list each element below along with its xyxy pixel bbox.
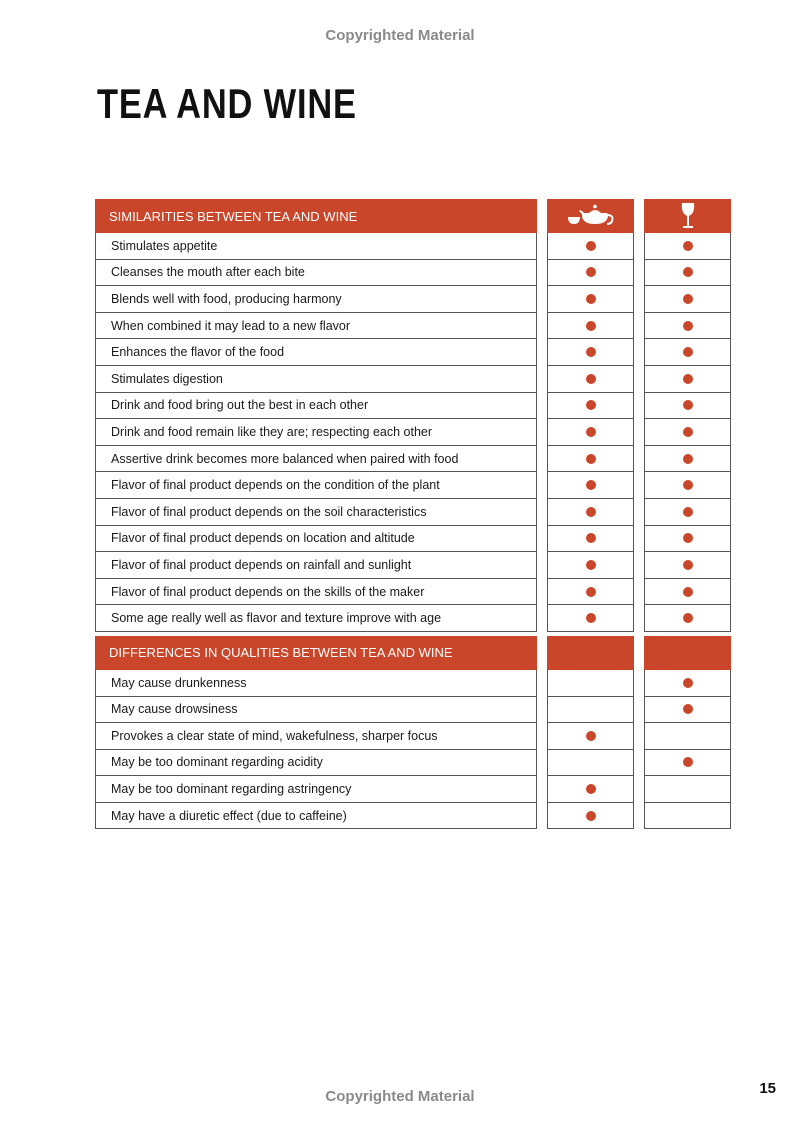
row-label: May cause drowsiness (111, 702, 238, 717)
tea-cell (547, 670, 634, 697)
row-label: Some age really well as flavor and texture improve with age (111, 611, 442, 626)
similarities-wine-marks (644, 233, 731, 632)
tea-check-dot (586, 454, 596, 464)
tea-check-dot (586, 347, 596, 357)
wine-check-dot (683, 587, 693, 597)
tea-check-dot (586, 811, 596, 821)
wine-check-dot (683, 613, 693, 623)
table-row (95, 670, 537, 697)
tea-check-dot (586, 294, 596, 304)
table-row (95, 697, 537, 724)
tea-check-dot (586, 374, 596, 384)
wine-check-dot (683, 267, 693, 277)
table-row (95, 393, 537, 420)
differences-wine-marks (644, 670, 731, 830)
row-label: May cause drunkenness (111, 675, 247, 690)
row-label: Provokes a clear state of mind, wakefulness, sharper focus (111, 728, 438, 743)
row-label: Blends well with food, producing harmony (111, 291, 342, 306)
differences-tea-header (547, 636, 634, 670)
wine-check-dot (683, 507, 693, 517)
table-row (95, 339, 537, 366)
table-row (95, 526, 537, 553)
label-column (95, 199, 537, 829)
tea-cell (547, 552, 634, 579)
tea-check-dot (586, 613, 596, 623)
wine-cell (644, 723, 731, 750)
table-row (95, 313, 537, 340)
tea-check-dot (586, 321, 596, 331)
teapot-and-cup-icon (566, 203, 616, 229)
wine-check-dot (683, 400, 693, 410)
page-title: TEA AND WINE (97, 80, 357, 127)
tea-column (547, 199, 634, 829)
row-label: Cleanses the mouth after each bite (111, 265, 305, 280)
differences-header (95, 636, 537, 670)
row-label: Flavor of final product depends on location and altitude (111, 531, 415, 546)
tea-check-dot (586, 267, 596, 277)
wine-cell (644, 552, 731, 579)
tea-check-dot (586, 533, 596, 543)
wine-column-header (644, 199, 731, 233)
wine-check-dot (683, 241, 693, 251)
wine-cell (644, 339, 731, 366)
tea-cell (547, 393, 634, 420)
wine-cell (644, 803, 731, 830)
wine-check-dot (683, 533, 693, 543)
wine-check-dot (683, 374, 693, 384)
tea-cell (547, 803, 634, 830)
wine-check-dot (683, 321, 693, 331)
wine-cell (644, 260, 731, 287)
wine-cell (644, 313, 731, 340)
row-label: Flavor of final product depends on the condition of the plant (111, 478, 440, 493)
wine-cell (644, 233, 731, 260)
table-row (95, 233, 537, 260)
wine-check-dot (683, 294, 693, 304)
wine-cell (644, 446, 731, 473)
row-label: Enhances the flavor of the food (111, 345, 285, 360)
tea-check-dot (586, 400, 596, 410)
tea-check-dot (586, 241, 596, 251)
wine-cell (644, 366, 731, 393)
table-row (95, 552, 537, 579)
wine-cell (644, 697, 731, 724)
row-label: May have a diuretic effect (due to caffeine) (111, 808, 347, 823)
tea-cell (547, 776, 634, 803)
wine-check-dot (683, 560, 693, 570)
tea-cell (547, 233, 634, 260)
tea-check-dot (586, 480, 596, 490)
table-row (95, 419, 537, 446)
watermark-bottom: Copyrighted Material (325, 1088, 475, 1105)
differences-wine-header (644, 636, 731, 670)
tea-cell (547, 750, 634, 777)
tea-cell (547, 723, 634, 750)
similarities-label-list (95, 233, 537, 632)
wine-cell (644, 472, 731, 499)
differences-label-list (95, 670, 537, 830)
table-row (95, 605, 537, 632)
similarities-tea-marks (547, 233, 634, 632)
tea-check-dot (586, 731, 596, 741)
row-label: Flavor of final product depends on the skills of the maker (111, 584, 425, 599)
table-row (95, 499, 537, 526)
table-row (95, 803, 537, 830)
row-label: Stimulates appetite (111, 238, 218, 253)
tea-check-dot (586, 784, 596, 794)
similarities-header-text: SIMILARITIES BETWEEN TEA AND WINE (109, 208, 358, 224)
table-row (95, 579, 537, 606)
similarities-header (95, 199, 537, 233)
tea-cell (547, 499, 634, 526)
differences-tea-marks (547, 670, 634, 830)
wine-check-dot (683, 480, 693, 490)
table-row (95, 366, 537, 393)
tea-cell (547, 472, 634, 499)
table-row (95, 286, 537, 313)
row-label: Drink and food bring out the best in each other (111, 398, 369, 413)
tea-check-dot (586, 560, 596, 570)
wine-cell (644, 393, 731, 420)
wine-cell (644, 419, 731, 446)
wine-cell (644, 605, 731, 632)
tea-check-dot (586, 427, 596, 437)
wine-check-dot (683, 678, 693, 688)
wine-glass-icon (679, 201, 697, 231)
watermark-top: Copyrighted Material (325, 27, 475, 44)
wine-cell (644, 526, 731, 553)
tea-cell (547, 286, 634, 313)
row-label: May be too dominant regarding astringency (111, 782, 352, 797)
wine-cell (644, 750, 731, 777)
row-label: Flavor of final product depends on rainfall and sunlight (111, 557, 412, 572)
page-number: 15 (759, 1080, 776, 1097)
row-label: May be too dominant regarding acidity (111, 755, 323, 770)
tea-check-dot (586, 507, 596, 517)
table-row (95, 446, 537, 473)
tea-cell (547, 313, 634, 340)
table-row (95, 750, 537, 777)
table-row (95, 260, 537, 287)
tea-cell (547, 697, 634, 724)
wine-check-dot (683, 704, 693, 714)
wine-check-dot (683, 347, 693, 357)
row-label: Drink and food remain like they are; respecting each other (111, 424, 433, 439)
tea-cell (547, 526, 634, 553)
wine-check-dot (683, 757, 693, 767)
differences-header-text: DIFFERENCES IN QUALITIES BETWEEN TEA AND WINE (109, 645, 453, 661)
table-row (95, 723, 537, 750)
row-label: When combined it may lead to a new flavor (111, 318, 351, 333)
tea-cell (547, 260, 634, 287)
wine-column (644, 199, 731, 829)
tea-cell (547, 419, 634, 446)
tea-column-header (547, 199, 634, 233)
wine-cell (644, 776, 731, 803)
row-label: Stimulates digestion (111, 371, 223, 386)
wine-cell (644, 499, 731, 526)
tea-cell (547, 339, 634, 366)
row-label: Assertive drink becomes more balanced when paired with food (111, 451, 459, 466)
tea-cell (547, 605, 634, 632)
tea-cell (547, 366, 634, 393)
table-row (95, 776, 537, 803)
row-label: Flavor of final product depends on the soil characteristics (111, 504, 427, 519)
wine-cell (644, 670, 731, 697)
wine-check-dot (683, 427, 693, 437)
tea-check-dot (586, 587, 596, 597)
tea-cell (547, 446, 634, 473)
tea-cell (547, 579, 634, 606)
wine-check-dot (683, 454, 693, 464)
table-row (95, 472, 537, 499)
wine-cell (644, 579, 731, 606)
wine-cell (644, 286, 731, 313)
